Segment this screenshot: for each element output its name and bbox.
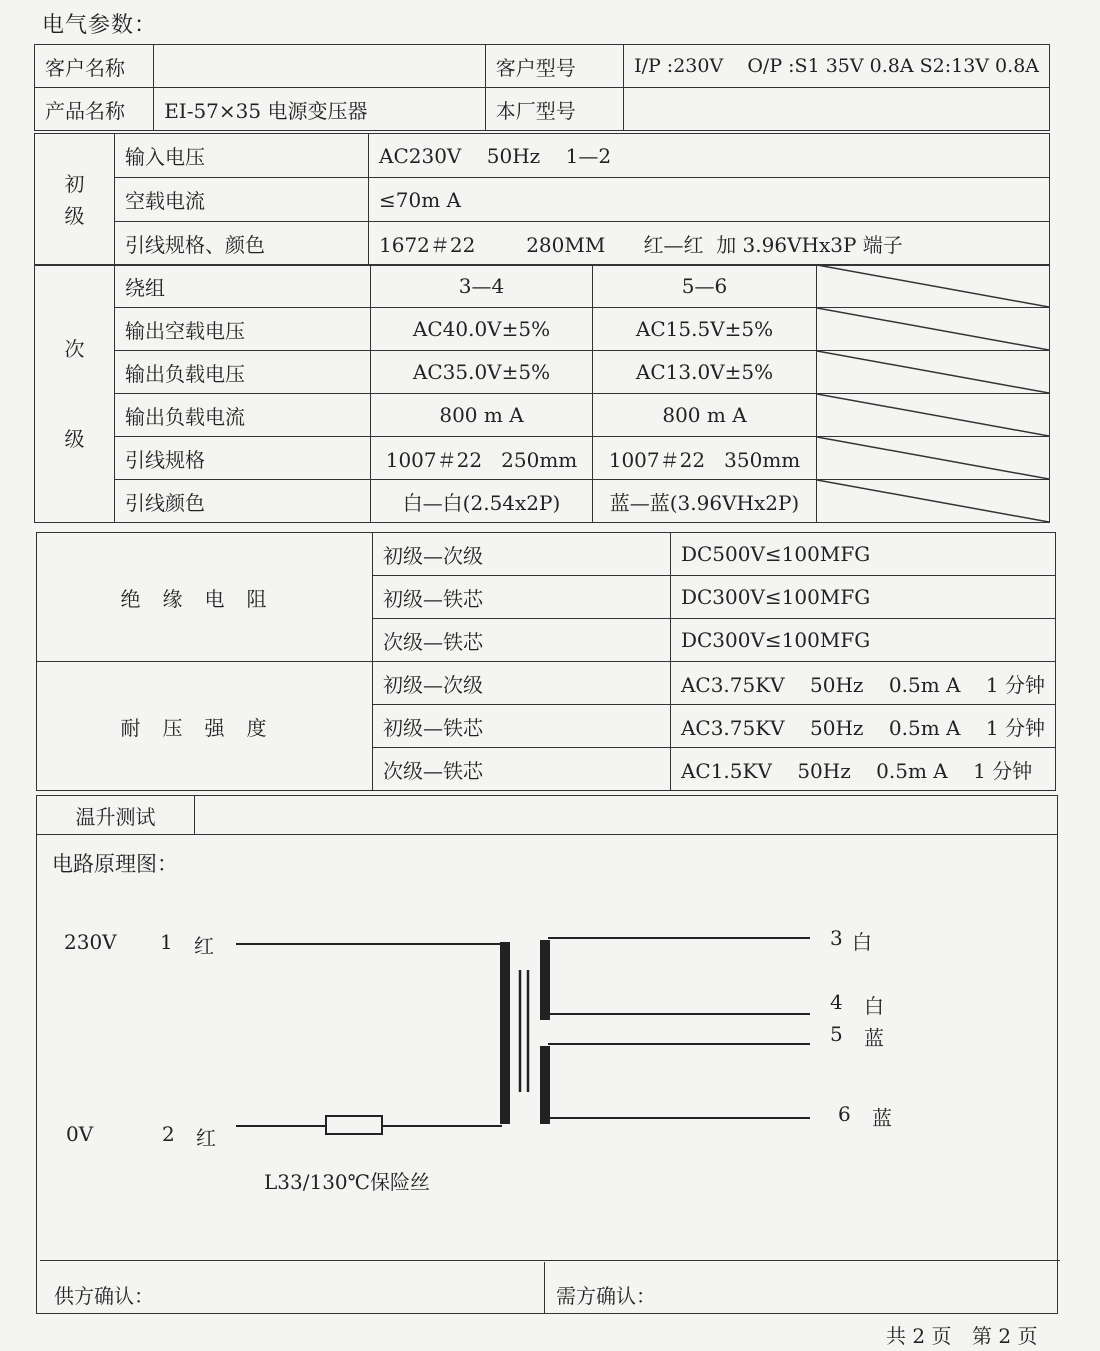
customer-model-value: I/P :230V O/P :S1 35V 0.8A S2:13V 0.8A (624, 45, 1050, 88)
pin2-color: 红 (196, 1126, 216, 1150)
pin1-number: 1 (160, 930, 173, 954)
diagram-title: 电路原理图： (52, 852, 178, 876)
confirm-divider (40, 1260, 1060, 1261)
withstand-voltage-label: 耐压强度 (37, 662, 373, 791)
secondary-noload-voltage-c1: AC40.0V±5% (371, 308, 593, 351)
product-name-label: 产品名称 (35, 88, 154, 131)
section-heading: 电气参数： (42, 13, 158, 38)
secondary-winding-c1: 3—4 (371, 265, 593, 308)
secondary-lead-color-label: 引线颜色 (115, 480, 371, 523)
secondary-lead-color-c2: 蓝—蓝(3.96VHx2P) (593, 480, 817, 523)
fuse-symbol (326, 1116, 382, 1134)
secondary-noload-voltage-label: 输出空载电压 (115, 308, 371, 351)
primary-input-voltage-value: AC230V 50Hz 1—2 (369, 134, 1050, 178)
supplier-confirm: 供方确认： (54, 1284, 154, 1308)
pin2-number: 2 (162, 1122, 175, 1146)
insulation-item: 初级—铁芯 (372, 576, 670, 619)
out3-color: 白 (852, 930, 872, 954)
primary-noload-current-value: ≤70m A (369, 178, 1050, 222)
insulation-item: 次级—铁芯 (372, 619, 670, 662)
buyer-confirm: 需方确认： (556, 1284, 656, 1308)
secondary-lead-color-c1: 白—白(2.54x2P) (371, 480, 593, 523)
current-page: 第 2 页 (972, 1324, 1038, 1348)
temp-rise-label: 温升测试 (37, 796, 195, 835)
secondary-lead-spec-label: 引线规格 (115, 437, 371, 480)
insulation-value: DC300V≤100MFG (670, 576, 1055, 619)
withstand-item: 初级—铁芯 (372, 705, 670, 748)
out6-number: 6 (838, 1102, 851, 1126)
out5-number: 5 (830, 1022, 843, 1046)
out3-number: 3 (830, 926, 843, 950)
factory-model-label: 本厂型号 (485, 88, 623, 131)
customer-name-label: 客户名称 (35, 45, 154, 88)
pin1-color: 红 (194, 934, 214, 958)
primary-lead-spec-value: 1672＃22 280MM 红—红 加 3.96VHx3P 端子 (369, 222, 1050, 266)
secondary-load-voltage-c2: AC13.0V±5% (593, 351, 817, 394)
out4-color: 白 (864, 994, 884, 1018)
secondary-winding-2 (540, 1046, 550, 1124)
secondary-load-current-c2: 800 m A (593, 394, 817, 437)
pin1-voltage: 230V (64, 930, 117, 954)
secondary-winding-1 (540, 940, 550, 1020)
primary-winding (500, 942, 510, 1124)
secondary-lead-spec-c2: 1007＃22 350mm (593, 437, 817, 480)
insulation-resistance-label: 绝缘电阻 (37, 533, 373, 662)
out5-color: 蓝 (864, 1026, 884, 1050)
secondary-noload-voltage-c2: AC15.5V±5% (593, 308, 817, 351)
secondary-load-current-label: 输出负载电流 (115, 394, 371, 437)
confirm-separator (544, 1262, 545, 1314)
secondary-load-voltage-c1: AC35.0V±5% (371, 351, 593, 394)
insulation-value: DC300V≤100MFG (670, 619, 1055, 662)
insulation-item: 初级—次级 (372, 533, 670, 576)
customer-model-label: 客户型号 (485, 45, 623, 88)
secondary-lead-spec-c1: 1007＃22 250mm (371, 437, 593, 480)
out6-color: 蓝 (872, 1106, 892, 1130)
withstand-value: AC3.75KV 50Hz 0.5m A 1 分钟 (670, 705, 1055, 748)
secondary-winding-c2: 5—6 (593, 265, 817, 308)
secondary-load-voltage-label: 输出负载电压 (115, 351, 371, 394)
insulation-value: DC500V≤100MFG (670, 533, 1055, 576)
primary-noload-current-label: 空载电流 (115, 178, 369, 222)
primary-input-voltage-label: 输入电压 (115, 134, 369, 178)
product-name-value: EI-57×35 电源变压器 (154, 88, 486, 131)
total-pages: 共 2 页 (886, 1324, 952, 1348)
primary-group-text: 初级 (64, 171, 85, 228)
fuse-label: L33/130℃保险丝 (264, 1170, 431, 1194)
out4-number: 4 (830, 990, 843, 1014)
secondary-winding-label: 绕组 (115, 265, 371, 308)
withstand-value: AC1.5KV 50Hz 0.5m A 1 分钟 (670, 748, 1055, 791)
secondary-load-current-c1: 800 m A (371, 394, 593, 437)
secondary-group-text: 次级 (64, 336, 85, 451)
withstand-item: 初级—次级 (372, 662, 670, 705)
withstand-value: AC3.75KV 50Hz 0.5m A 1 分钟 (670, 662, 1055, 705)
withstand-item: 次级—铁芯 (372, 748, 670, 791)
primary-lead-spec-label: 引线规格、颜色 (115, 222, 369, 266)
pin2-voltage: 0V (66, 1122, 94, 1146)
